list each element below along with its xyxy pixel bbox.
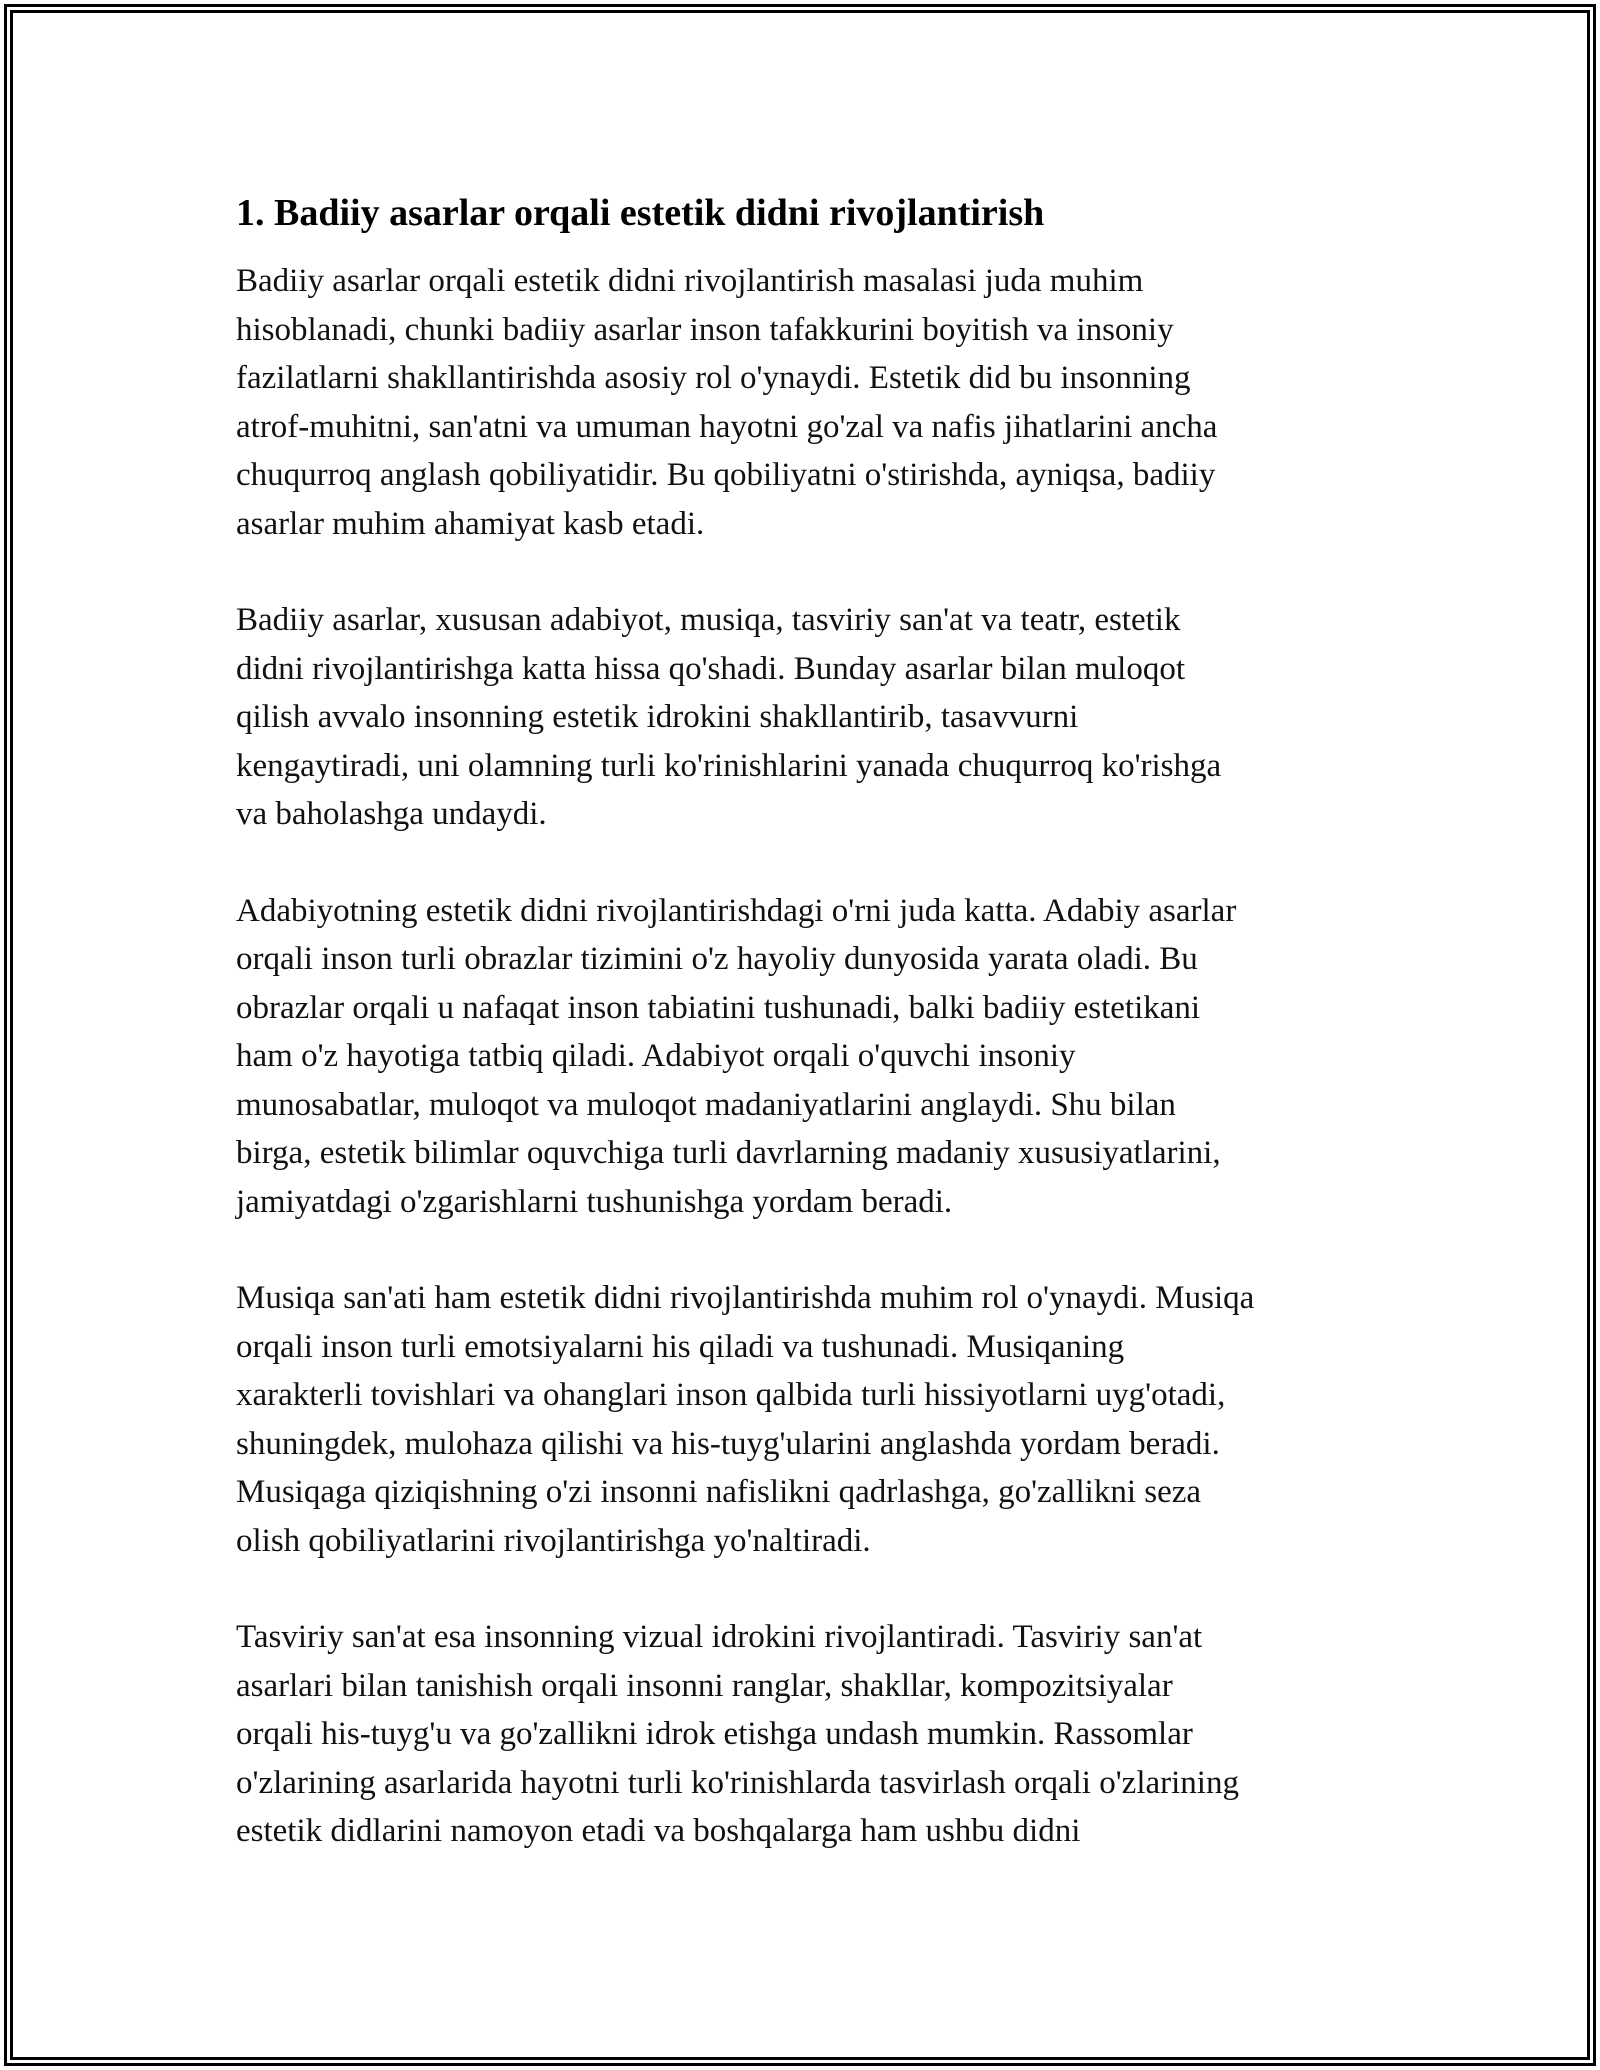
paragraph-line: Musiqaga qiziqishning o'zi insonni nafislikni qadrlashga, go'zallikni seza [236,1474,1202,1510]
paragraph-4 [236,1274,1386,1565]
paragraph-5 [236,1613,1386,1856]
paragraph-line: obrazlar orqali u nafaqat inson tabiatini tushunadi, balki badiiy estetikani [236,989,1201,1026]
paragraph-line: olish qobiliyatlarini rivojlantirishga yo'naltiradi. [236,1522,871,1559]
paragraph-line: estetik didlarini namoyon etadi va boshqalarga ham ushbu didni [236,1813,1081,1849]
paragraph-3 [236,887,1386,1227]
paragraph-line: hisoblanadi, chunki badiiy asarlar inson tafakkurini boyitish va insoniy [236,311,1174,348]
paragraph-line: fazilatlarni shakllantirishda asosiy rol o'ynaydi. Estetik did bu insonning [236,360,1191,396]
paragraph-line: munosabatlar, muloqot va muloqot madaniyatlarini anglaydi. Shu bilan [236,1086,1176,1123]
paragraph-line: kengaytiradi, uni olamning turli ko'rinishlarini yanada chuqurroq ko'rishga [236,747,1222,784]
paragraph-line: Tasviriy san'at esa insonning vizual idrokini rivojlantiradi. Tasviriy san'at [236,1619,1203,1655]
paragraph-line: Badiiy asarlar orqali estetik didni rivojlantirish masalasi juda muhim [236,263,1144,299]
paragraph-1 [236,257,1386,548]
paragraph-line: atrof-muhitni, san'atni va umuman hayotni go'zal va nafis jihatlarini ancha [236,408,1218,445]
paragraph-line: qilish avvalo insonning estetik idrokini shakllantirib, tasavvurni [236,699,1079,735]
paragraph-line: orqali his-tuyg'u va go'zallikni idrok etishga undash mumkin. Rassomlar [236,1716,1193,1752]
paragraph-line: Badiiy asarlar, xususan adabiyot, musiqa, tasviriy san'at va teatr, estetik [236,602,1181,638]
paragraph-line: asarlar muhim ahamiyat kasb etadi. [236,505,705,542]
paragraph-line: didni rivojlantirishga katta hissa qo'shadi. Bunday asarlar bilan muloqot [236,650,1186,687]
paragraph-line: va baholashga undaydi. [236,796,547,832]
paragraph-line: ham o'z hayotiga tatbiq qiladi. Adabiyot orqali o'quvchi insoniy [236,1038,1076,1074]
paragraph-line: Musiqa san'ati ham estetik didni rivojlantirishda muhim rol o'ynaydi. Musiqa [236,1280,1255,1316]
paragraph-line: asarlari bilan tanishish orqali insonni ranglar, shakllar, kompozitsiyalar [236,1667,1173,1704]
paragraph-2 [236,596,1386,839]
paragraph-line: birga, estetik bilimlar oquvchiga turli davrlarning madaniy xususiyatlarini, [236,1135,1221,1171]
paragraph-line: o'zlarining asarlarida hayotni turli ko'rinishlarda tasvirlash orqali o'zlarining [236,1764,1239,1801]
paragraph-line: xarakterli tovishlari va ohanglari inson qalbida turli hissiyotlarni uyg'otadi, [236,1377,1226,1413]
document-body [236,185,1386,1904]
section-heading: 1. Badiiy asarlar orqali estetik didni rivojlantirish [236,192,1045,234]
paragraph-line: shuningdek, mulohaza qilishi va his-tuyg'ularini anglashda yordam beradi. [236,1425,1220,1462]
paragraph-line: jamiyatdagi o'zgarishlarni tushunishga yordam beradi. [236,1183,953,1220]
paragraph-line: chuqurroq anglash qobiliyatidir. Bu qobiliyatni o'stirishda, ayniqsa, badiiy [236,457,1216,493]
paragraph-line: orqali inson turli obrazlar tizimini o'z hayoliy dunyosida yarata oladi. Bu [236,941,1198,977]
paragraph-line: Adabiyotning estetik didni rivojlantirishdagi o'rni juda katta. Adabiy asarlar [236,892,1237,929]
paragraph-line: orqali inson turli emotsiyalarni his qiladi va tushunadi. Musiqaning [236,1328,1125,1365]
